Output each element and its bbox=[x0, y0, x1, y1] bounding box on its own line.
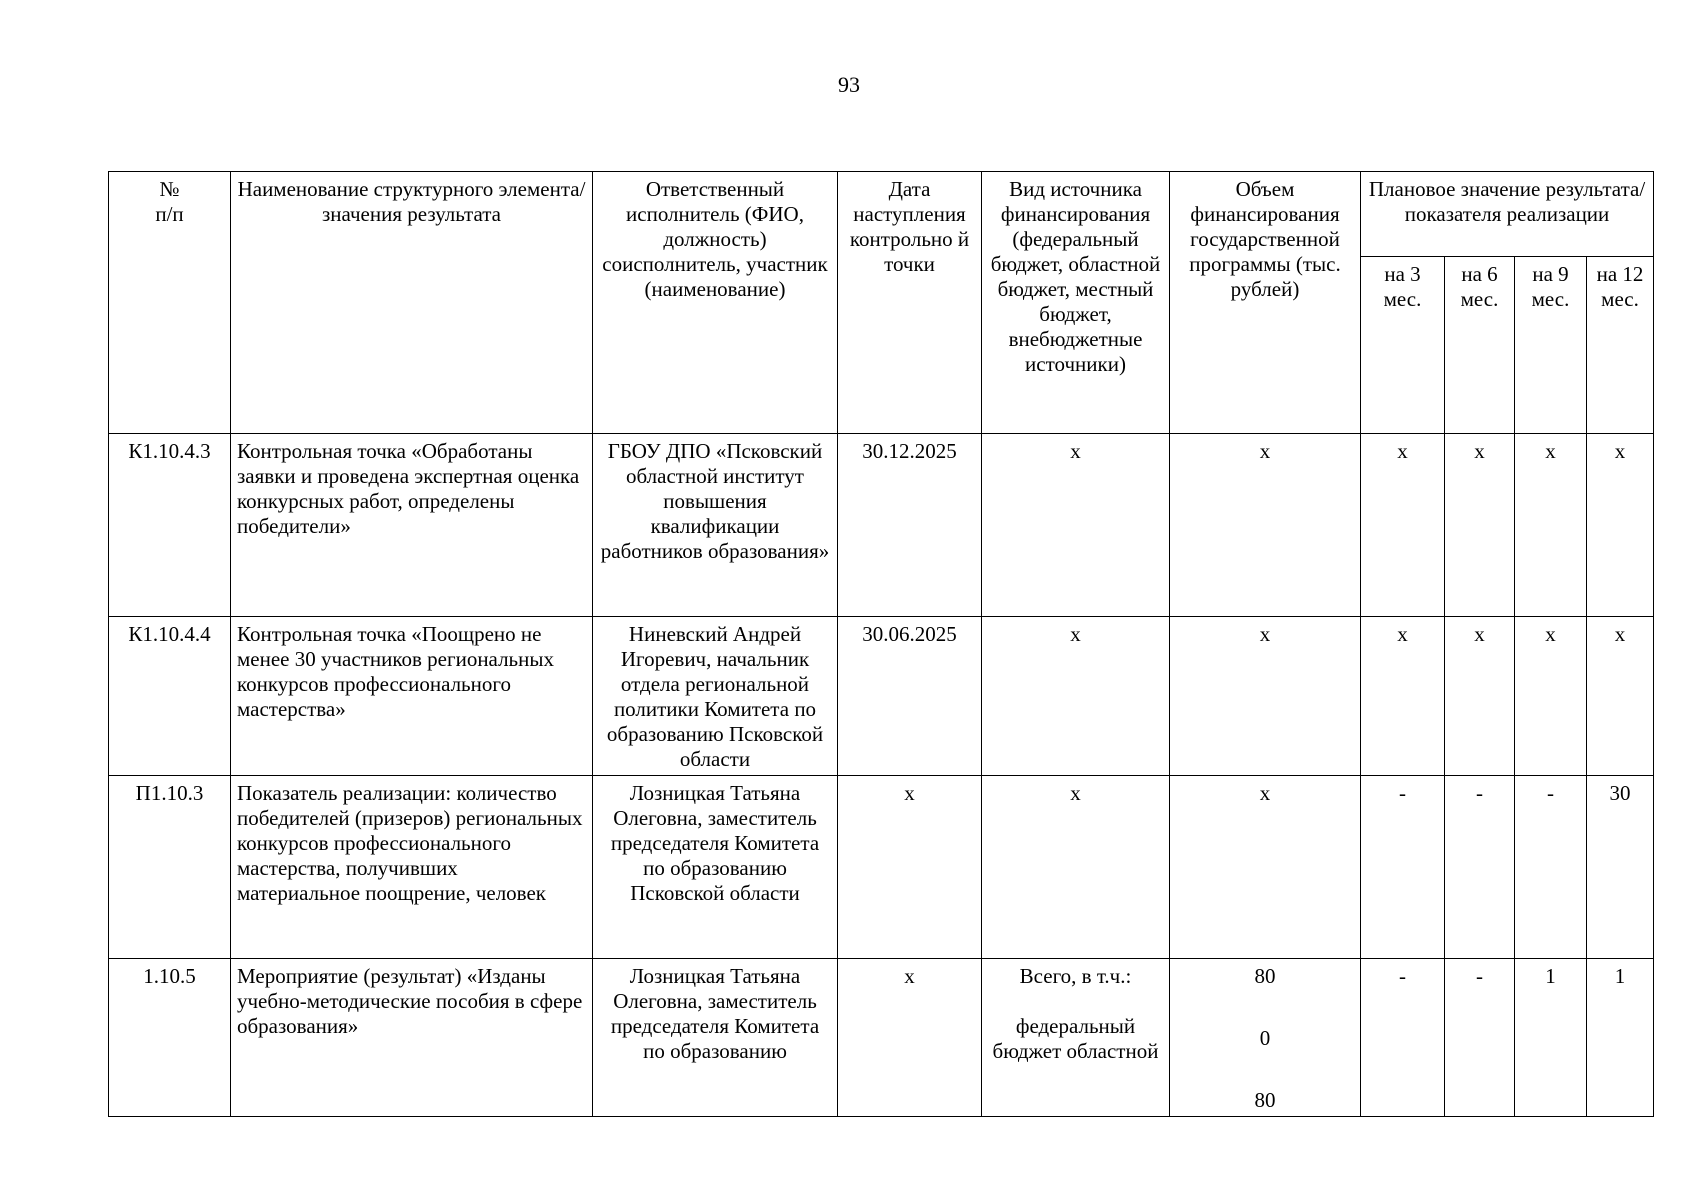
row-m3: х bbox=[1361, 617, 1445, 776]
row-responsible: Лозницкая Татьяна Олеговна, заместитель председателя Комитета по образованию bbox=[593, 959, 838, 1117]
row-m12: х bbox=[1587, 617, 1654, 776]
plan-table bbox=[108, 171, 1654, 1117]
row-volume: х bbox=[1170, 776, 1361, 959]
header-name: Наименование структурного элемента/ значения результата bbox=[231, 172, 593, 434]
row-date: х bbox=[838, 776, 982, 959]
row-m3: - bbox=[1361, 959, 1445, 1117]
row-num: 1.10.5 bbox=[109, 959, 231, 1117]
row-volume-federal: 0 bbox=[1259, 1026, 1271, 1050]
header-m9: на 9 мес. bbox=[1515, 257, 1587, 434]
row-date: х bbox=[838, 959, 982, 1117]
row-volume-total: 80 bbox=[1254, 964, 1276, 988]
row-source-note: федеральный бюджет областной bbox=[992, 1014, 1159, 1063]
row-source: Всего, в т.ч.: bbox=[1019, 964, 1132, 988]
row-name: Мероприятие (результат) «Изданы учебно-методические пособия в сфере образования» bbox=[231, 959, 593, 1117]
header-date: Дата наступления контрольно й точки bbox=[838, 172, 982, 434]
row-source: х bbox=[982, 617, 1170, 776]
row-date: 30.12.2025 bbox=[838, 434, 982, 617]
row-m9: - bbox=[1515, 776, 1587, 959]
header-row bbox=[109, 172, 1654, 257]
row-name: Контрольная точка «Обработаны заявки и проведена экспертная оценка конкурсных работ, определены победители» bbox=[231, 434, 593, 617]
header-m3: на 3 мес. bbox=[1361, 257, 1445, 434]
page-number: 93 bbox=[838, 72, 860, 97]
row-date: 30.06.2025 bbox=[838, 617, 982, 776]
header-m6: на 6 мес. bbox=[1445, 257, 1515, 434]
row-num: К1.10.4.3 bbox=[109, 434, 231, 617]
row-source-cell bbox=[982, 959, 1170, 1117]
table-row bbox=[109, 959, 1654, 1117]
row-volume-cell bbox=[1170, 959, 1361, 1117]
row-m6: х bbox=[1445, 617, 1515, 776]
header-planned: Плановое значение результата/показателя реализации bbox=[1361, 172, 1654, 257]
header-responsible: Ответственный исполнитель (ФИО, должность) соисполнитель, участник (наименование) bbox=[593, 172, 838, 434]
row-responsible: Лозницкая Татьяна Олеговна, заместитель председателя Комитета по образованию Псковской области bbox=[593, 776, 838, 959]
header-num: № п/п bbox=[109, 172, 231, 434]
table-row bbox=[109, 434, 1654, 617]
row-m3: х bbox=[1361, 434, 1445, 617]
row-volume-regional: 80 bbox=[1254, 1088, 1276, 1112]
row-num: П1.10.3 bbox=[109, 776, 231, 959]
row-m9: 1 bbox=[1515, 959, 1587, 1117]
row-m6: - bbox=[1445, 959, 1515, 1117]
row-m12: х bbox=[1587, 434, 1654, 617]
row-source: х bbox=[982, 434, 1170, 617]
row-m9: х bbox=[1515, 434, 1587, 617]
table-row bbox=[109, 776, 1654, 959]
row-responsible: Ниневский Андрей Игоревич, начальник отдела региональной политики Комитета по образованию Псковской области bbox=[593, 617, 838, 776]
row-name: Показатель реализации: количество победителей (призеров) региональных конкурсов профессионального мастерства, получивших материальное поощрение, человек bbox=[231, 776, 593, 959]
row-name: Контрольная точка «Поощрено не менее 30 участников региональных конкурсов профессионального мастерства» bbox=[231, 617, 593, 776]
row-m9: х bbox=[1515, 617, 1587, 776]
header-volume: Объем финансирования государственной программы (тыс. рублей) bbox=[1170, 172, 1361, 434]
row-source: х bbox=[982, 776, 1170, 959]
row-m12: 30 bbox=[1587, 776, 1654, 959]
row-m6: х bbox=[1445, 434, 1515, 617]
row-num: К1.10.4.4 bbox=[109, 617, 231, 776]
row-responsible: ГБОУ ДПО «Псковский областной институт повышения квалификации работников образования» bbox=[593, 434, 838, 617]
row-volume: х bbox=[1170, 434, 1361, 617]
table-row bbox=[109, 617, 1654, 776]
row-m3: - bbox=[1361, 776, 1445, 959]
header-source: Вид источника финансирования (федеральный бюджет, областной бюджет, местный бюджет, внебюджетные источники) bbox=[982, 172, 1170, 434]
row-m12: 1 bbox=[1587, 959, 1654, 1117]
row-m6: - bbox=[1445, 776, 1515, 959]
row-volume: х bbox=[1170, 617, 1361, 776]
header-m12: на 12 мес. bbox=[1587, 257, 1654, 434]
